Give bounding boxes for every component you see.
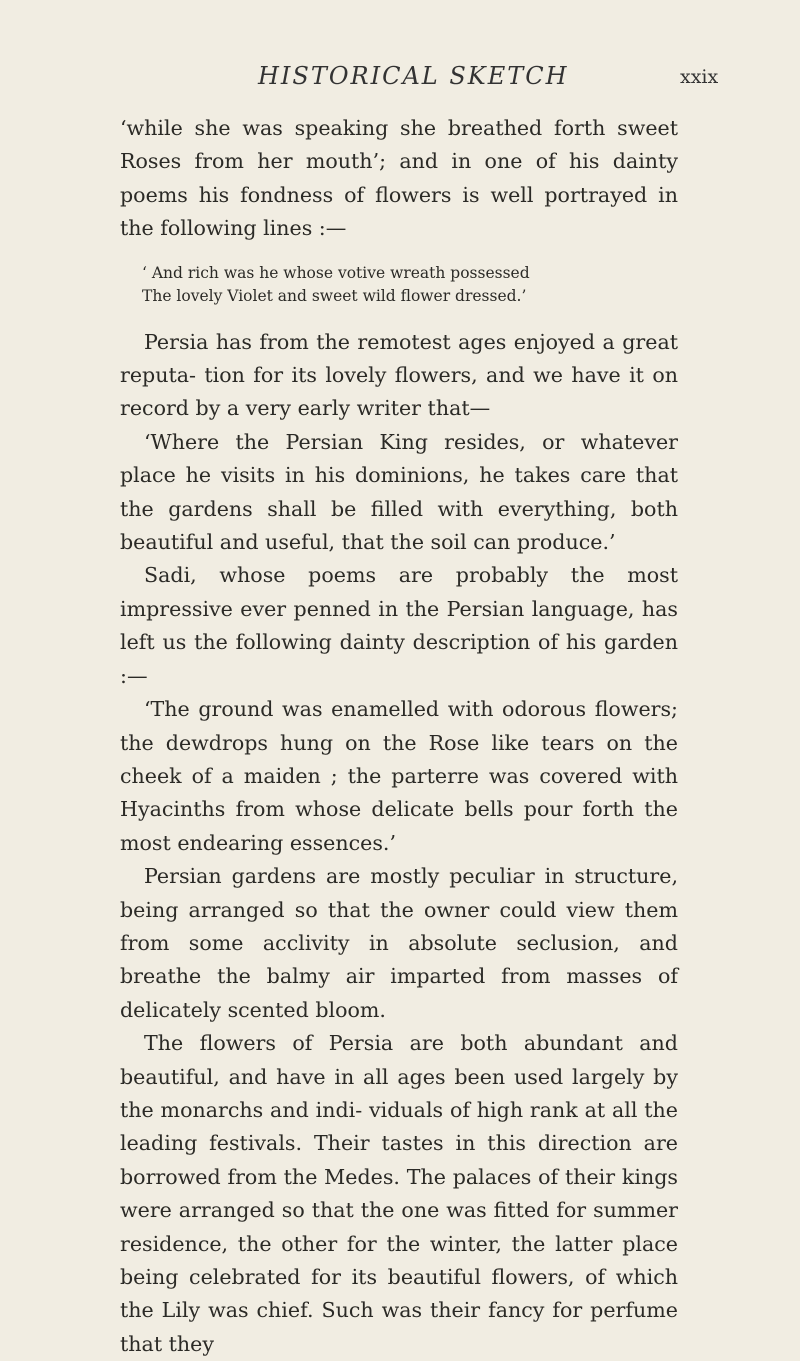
verse-quote xyxy=(120,262,678,308)
paragraph-2: Persia has from the remotest ages enjoyed a great reputa- tion for its lovely flowers, and we have it on record by a very early writer that— xyxy=(120,329,678,421)
paragraph-1: ‘while she was speaking she breathed forth sweet Roses from her mouth’; and in one of his dainty poems his fondness of flowers is well portrayed in the following lines :— xyxy=(120,116,678,241)
paragraph-6: Persian gardens are mostly peculiar in structure, being arranged so that the owner could view them from some acclivity in absolute seclusion, and breathe the balmy air imparted from masses of delicately scented bloom. xyxy=(120,864,678,1022)
paragraph-4: Sadi, whose poems are probably the most impressive ever penned in the Persian language, has left us the following dainty description of his garden :— xyxy=(120,563,678,688)
verse-line-2: The lovely Violet and sweet wild flower dressed.’ xyxy=(142,286,527,305)
body-text xyxy=(120,112,678,1361)
paragraph-7: The flowers of Persia are both abundant and beautiful, and have in all ages been used largely by the monarchs and indi- viduals of high rank at all the leading festivals. Their tastes in this direction are borrowed from the Medes. The palaces of their kings were arranged so that the one was fitted for summer residence, the other for the winter, the latter place being celebrated for its beautiful flowers, of which the Lily was chief. Such was their fancy for perfume that they xyxy=(120,1031,678,1356)
page-number: xxix xyxy=(680,66,719,88)
verse-line-1: ‘ And rich was he whose votive wreath possessed xyxy=(142,263,530,282)
paragraph-5: ‘The ground was enamelled with odorous flowers; the dewdrops hung on the Rose like tears on the cheek of a maiden ; the parterre was covered with Hyacinths from whose delicate bells pour forth the most endearing essences.’ xyxy=(120,697,678,855)
running-title: HISTORICAL SKETCH xyxy=(258,62,569,90)
paragraph-3: ‘Where the Persian King resides, or whatever place he visits in his dominions, he takes care that the gardens shall be filled with everything, both beautiful and useful, that the soil can produce.’ xyxy=(120,429,678,555)
page-header xyxy=(0,62,800,102)
